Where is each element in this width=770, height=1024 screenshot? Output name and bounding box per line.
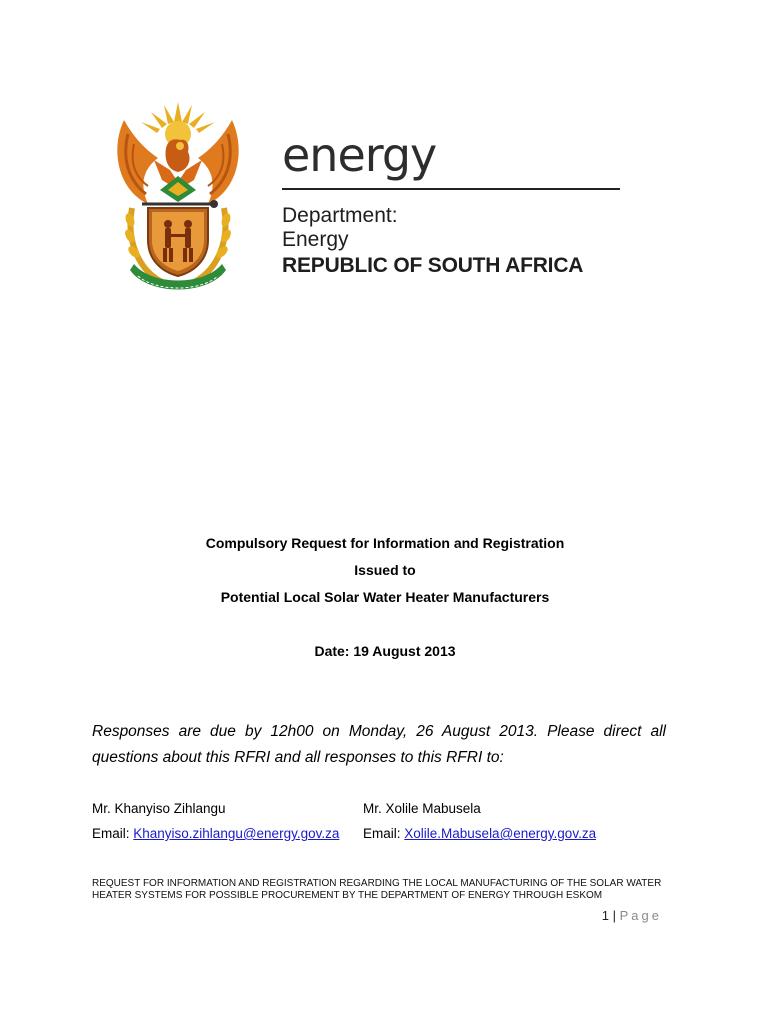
country-name: REPUBLIC OF SOUTH AFRICA (282, 254, 584, 277)
page-number-value: 1 (601, 908, 609, 923)
department-label: Department: (282, 204, 398, 227)
page-separator: | (612, 908, 616, 923)
email-label: Email: (363, 826, 405, 841)
coat-of-arms-logo (108, 100, 248, 296)
document-subtitle: Issued to (354, 562, 416, 578)
footer-note: REQUEST FOR INFORMATION AND REGISTRATION REGARDING THE LOCAL MANUFACTURING OF THE SOLAR WATER HEATER SYSTEMS FOR POSSIBLE PROCUREMENT BY THE DEPARTMENT OF ENERGY THROUGH ESKOM (92, 878, 662, 901)
email-link-2[interactable]: Xolile.Mabusela@energy.gov.za (404, 826, 597, 841)
document-date: Date: 19 August 2013 (314, 643, 456, 659)
response-instructions: Responses are due by 12h00 on Monday, 26 August 2013. Please direct all questions about this RFRI and all responses to this RFRI to: (92, 723, 666, 766)
page-number (602, 908, 662, 923)
department-name: Energy (282, 228, 349, 251)
email-label: Email: (92, 826, 134, 841)
document-title: Compulsory Request for Information and Registration (205, 535, 565, 551)
contact-name-1: Mr. Khanyiso Zihlangu (92, 801, 226, 816)
email-link-1[interactable]: Khanyiso.zihlangu@energy.gov.za (133, 826, 340, 841)
contact-email-row-2 (363, 826, 596, 841)
contact-name-2: Mr. Xolile Mabusela (363, 801, 481, 816)
contact-email-row-1 (92, 826, 339, 841)
page-word: Page (619, 908, 662, 923)
document-audience: Potential Local Solar Water Heater Manufacturers (220, 589, 550, 605)
brand-divider (282, 188, 620, 190)
brand-wordmark: energy (282, 128, 437, 182)
